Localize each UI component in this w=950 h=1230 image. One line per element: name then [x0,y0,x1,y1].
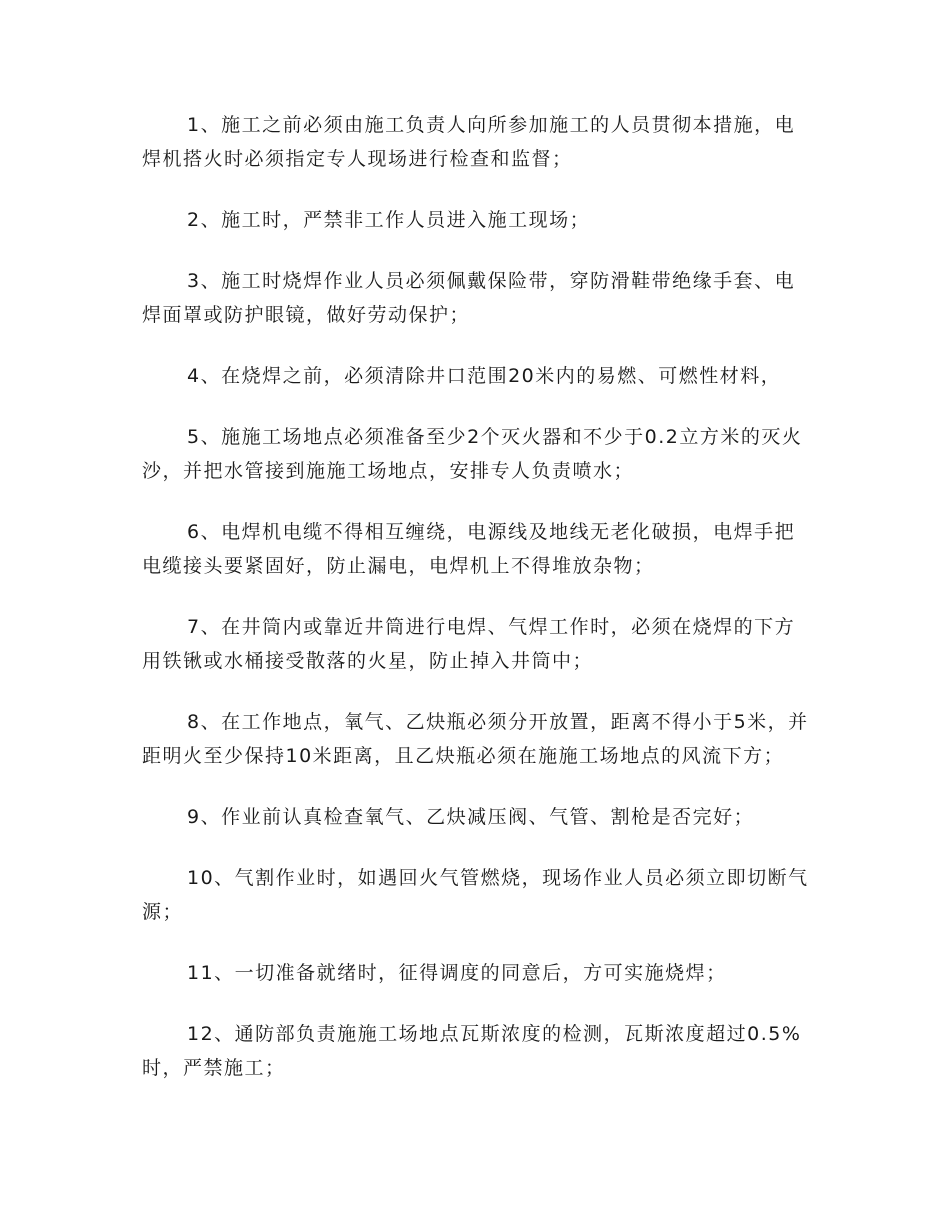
paragraph-11: 11、一切准备就绪时，征得调度的同意后，方可实施烧焊； [187,962,727,984]
paragraph-9: 9、作业前认真检查氧气、乙炔减压阀、气管、割枪是否完好； [187,806,755,828]
paragraph-7: 7、在井筒内或靠近井筒进行电焊、气焊工作时，必须在烧焊的下方用铁锹或水桶接受散落的火星，防止掉入井筒中； [142,616,796,672]
paragraph-10: 10、气割作业时，如遇回火气管燃烧，现场作业人员必须立即切断气源； [142,867,809,923]
paragraph-2: 2、施工时，严禁非工作人员进入施工现场； [187,209,591,231]
paragraph-3: 3、施工时烧焊作业人员必须佩戴保险带，穿防滑鞋带绝缘手套、电焊面罩或防护眼镜，做好劳动保护； [142,270,796,326]
paragraph-6: 6、电焊机电缆不得相互缠绕，电源线及地线无老化破损，电焊手把电缆接头要紧固好，防止漏电，电焊机上不得堆放杂物； [142,521,796,577]
paragraph-12: 12、通防部负责施施工场地点瓦斯浓度的检测，瓦斯浓度超过0.5%时，严禁施工； [142,1023,802,1079]
paragraph-5: 5、施施工场地点必须准备至少2个灭火器和不少于0.2立方米的灭火沙，并把水管接到施施工场地点，安排专人负责喷水； [142,426,803,482]
document-body [142,108,810,1112]
paragraph-4: 4、在烧焊之前，必须清除井口范围20米内的易燃、可燃性材料， [187,365,782,387]
paragraph-1: 1、施工之前必须由施工负责人向所参加施工的人员贯彻本措施，电焊机搭火时必须指定专人现场进行检查和监督； [142,114,796,170]
paragraph-8: 8、在工作地点，氧气、乙炔瓶必须分开放置，距离不得小于5米，并距明火至少保持10米距离，且乙炔瓶必须在施施工场地点的风流下方； [142,711,809,767]
